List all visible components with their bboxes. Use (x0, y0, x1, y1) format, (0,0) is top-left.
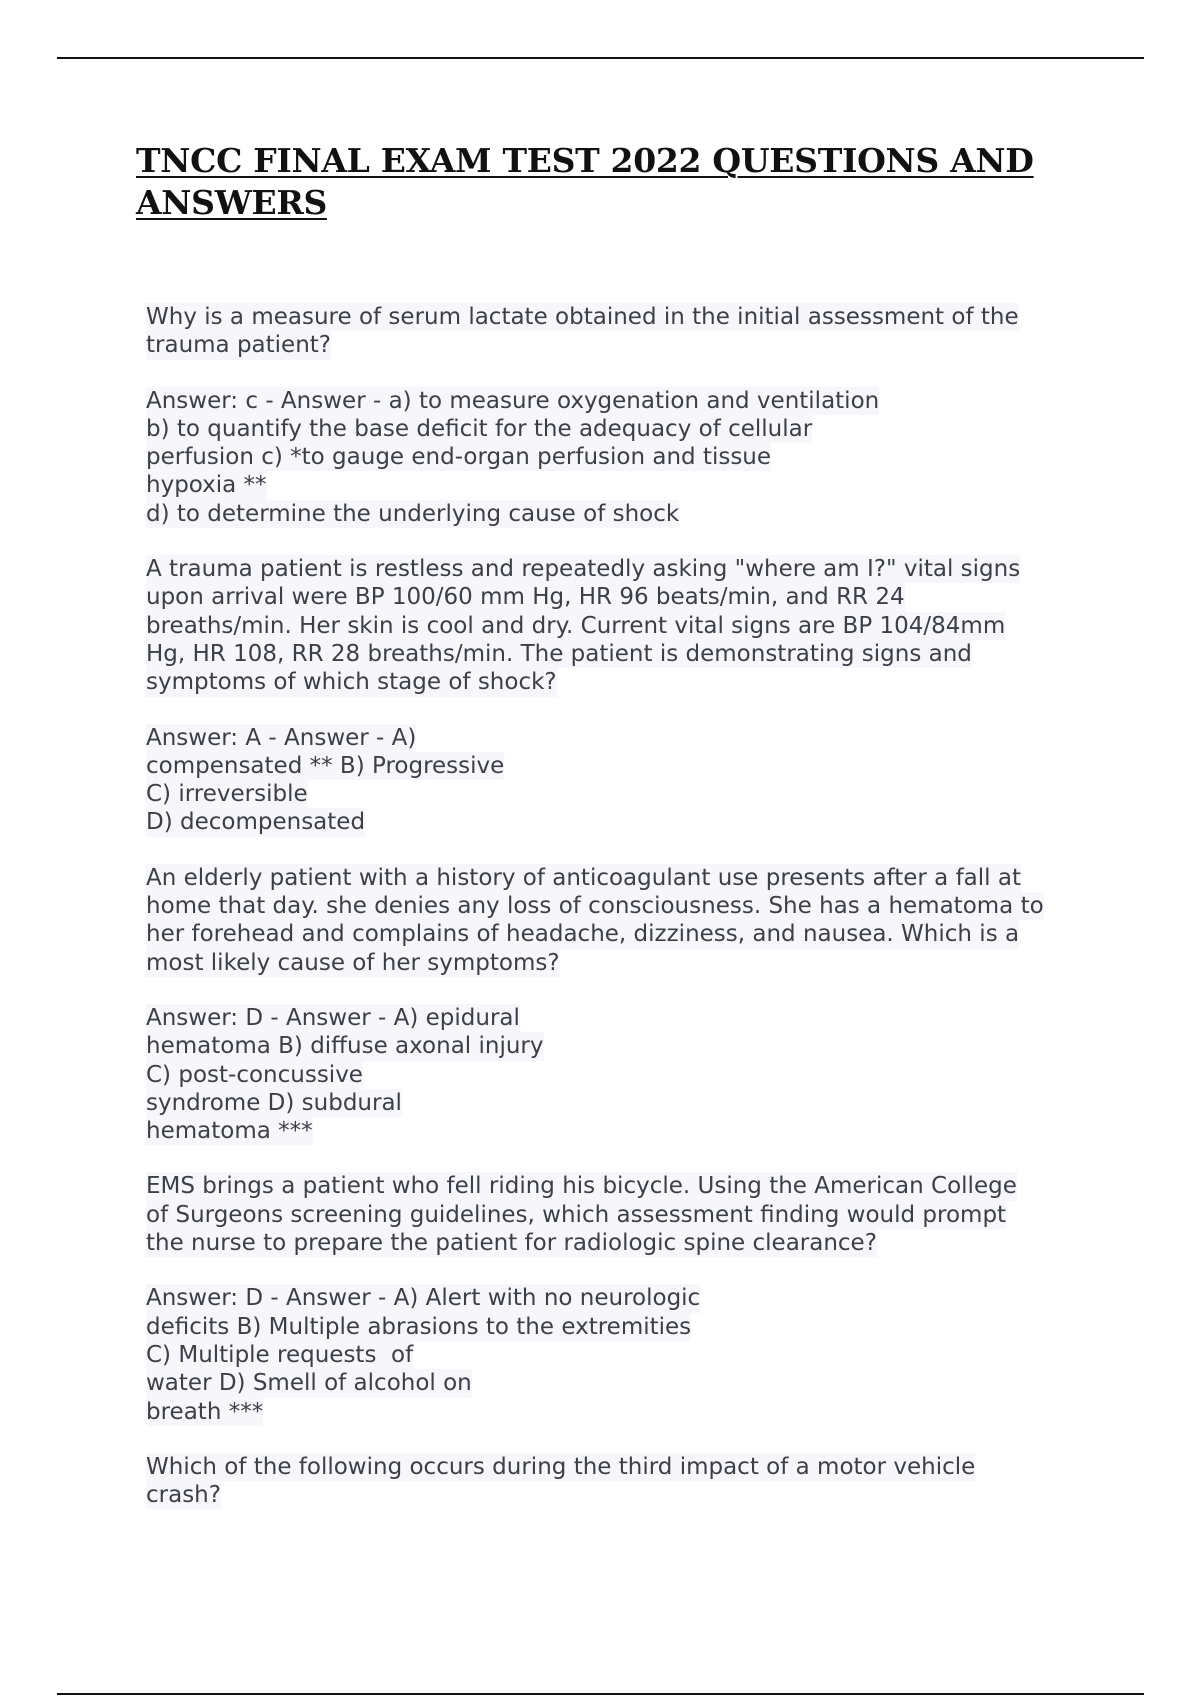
answer-text-line: perfusion c) *to gauge end-organ perfusion and tissue (146, 444, 772, 471)
answer-text-line: hematoma B) diffuse axonal injury (146, 1033, 544, 1060)
answer-text-line: deficits B) Multiple abrasions to the extremities (146, 1313, 692, 1340)
question-text-line: An elderly patient with a history of anticoagulant use presents after a fall at (146, 864, 1021, 891)
question-text-line: most likely cause of her symptoms? (146, 949, 560, 976)
bottom-rule (57, 1693, 1144, 1695)
question-block (146, 555, 1106, 696)
answer-text-line: syndrome D) subdural (146, 1089, 402, 1116)
question-text-line: trauma patient? (146, 332, 332, 359)
question-block (146, 1453, 1106, 1510)
answer-text-line: hypoxia ** (146, 472, 267, 499)
answer-text-line: Answer: D - Answer - A) epidural (146, 1004, 520, 1031)
question-text-line: symptoms of which stage of shock? (146, 669, 557, 696)
question-text-line: Hg, HR 108, RR 28 breaths/min. The patient is demonstrating signs and (146, 640, 972, 667)
answer-text-line: breath *** (146, 1398, 264, 1425)
answer-text-line: C) Multiple requests of (146, 1341, 414, 1368)
document-title (136, 140, 1036, 224)
question-text-line: Why is a measure of serum lactate obtained in the initial assessment of the (146, 304, 1019, 330)
answer-text-line: compensated ** B) Progressive (146, 752, 505, 779)
answer-text-line: d) to determine the underlying cause of shock (146, 500, 680, 527)
question-text-line: her forehead and complains of headache, dizziness, and nausea. Which is a (146, 921, 1020, 948)
answer-text-line: Answer: c - Answer - a) to measure oxygenation and ventilation (146, 387, 880, 414)
question-block (146, 864, 1106, 977)
answer-text-line: hematoma *** (146, 1118, 313, 1145)
question-text-line: of Surgeons screening guidelines, which assessment finding would prompt (146, 1201, 1007, 1228)
question-text-line: home that day. she denies any loss of consciousness. She has a hematoma to (146, 893, 1044, 920)
answer-text-line: Answer: A - Answer - A) (146, 724, 417, 751)
answer-block (146, 1284, 1106, 1425)
answer-block (146, 387, 1106, 528)
answer-text-line: D) decompensated (146, 809, 366, 836)
qa-content (146, 303, 1106, 1536)
answer-text-line: b) to quantify the base deficit for the adequacy of cellular (146, 415, 813, 442)
answer-block (146, 1004, 1106, 1145)
question-block (146, 1172, 1106, 1257)
question-block (146, 303, 1106, 360)
answer-text-line: C) irreversible (146, 781, 308, 808)
top-rule (57, 57, 1144, 59)
question-text-line: Which of the following occurs during the third impact of a motor vehicle (146, 1453, 976, 1480)
question-text-line: A trauma patient is restless and repeatedly asking "where am I?" vital signs (146, 556, 1021, 583)
title-line-2: ANSWERS (136, 183, 327, 222)
title-line-1: TNCC FINAL EXAM TEST 2022 QUESTIONS AND (136, 141, 1034, 180)
question-text-line: crash? (146, 1482, 221, 1509)
answer-block (146, 724, 1106, 837)
answer-text-line: water D) Smell of alcohol on (146, 1370, 472, 1397)
question-text-line: the nurse to prepare the patient for radiologic spine clearance? (146, 1230, 877, 1257)
answer-text-line: Answer: D - Answer - A) Alert with no neurologic (146, 1285, 701, 1312)
question-text-line: upon arrival were BP 100/60 mm Hg, HR 96 beats/min, and RR 24 (146, 584, 905, 611)
question-text-line: EMS brings a patient who fell riding his bicycle. Using the American College (146, 1173, 1017, 1200)
answer-text-line: C) post-concussive (146, 1061, 363, 1088)
question-text-line: breaths/min. Her skin is cool and dry. Current vital signs are BP 104/84mm (146, 612, 1006, 639)
